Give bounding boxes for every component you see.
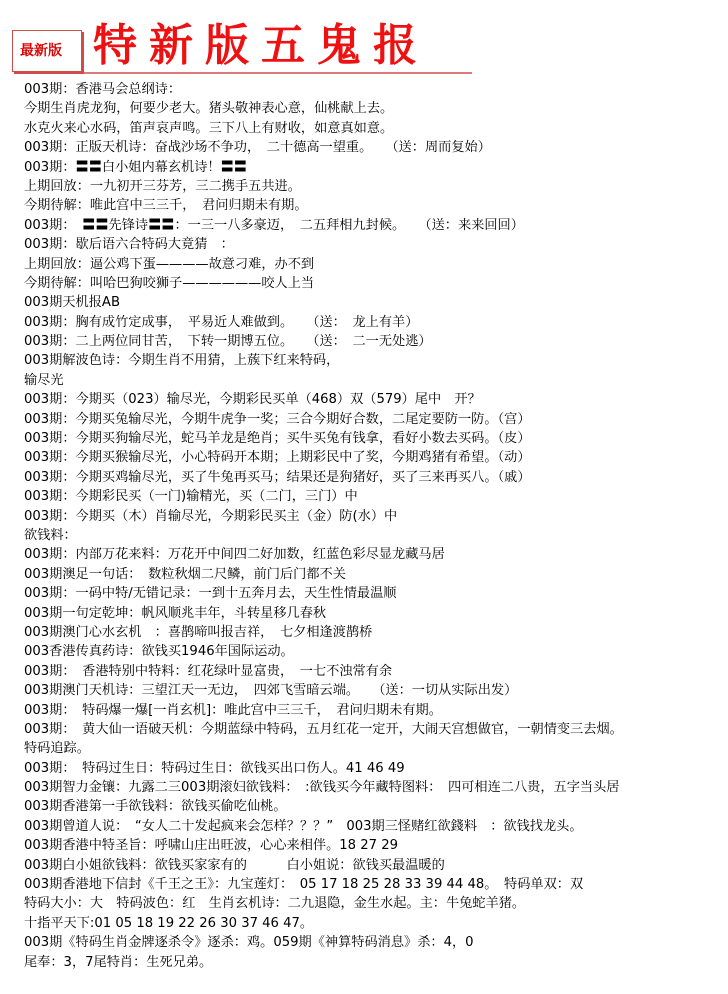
text-line: 今期待解：唯此宫中三三千， 君问归期未有期。 — [24, 198, 308, 214]
text-line: 003期《特码生肖金牌逐杀令》逐杀：鸡。059期《神算特码消息》杀：4，0 — [24, 935, 474, 951]
text-line: 003期：今期彩民买（一门)输精光，买（二门，三门）中 — [24, 489, 358, 505]
text-line: 003期一句定乾坤：帆风顺兆丰年，斗转星移几春秋 — [24, 605, 327, 621]
text-line: 特码大小：大 特码波色：红 生肖玄机诗：二九退隐，金生水起。主：牛兔蛇羊猪。 — [24, 896, 526, 912]
text-line: 003期：内部万花来料：万花开中间四二好加数，红蓝色彩尽显龙藏马居 — [24, 547, 445, 563]
text-line: 003期：一码中特/无错记录：一到十五奔月去，天生性情最温顺 — [24, 586, 397, 602]
text-line: 003期：香港马会总纲诗： — [24, 82, 182, 97]
text-line: 003期天机报AB — [24, 295, 120, 311]
edition-badge-label: 最新版 — [20, 43, 62, 59]
text-line: 003期曾道人说： “女人二十发起疯来会怎样？？？” 003期三怪赌红欲錢料 ：欲钱找龙头。 — [24, 818, 583, 834]
document-body — [24, 80, 724, 972]
text-line: 今期生肖虎龙狗，何要少老大。猪头敬神表心意，仙桃献上去。 — [24, 101, 394, 117]
text-line: 今期待解：叫哈巴狗咬狮子——————咬人上当 — [24, 275, 315, 291]
text-line: 003期：今期买（023）输尽光，今期彩民买单（468）双（579）尾中 开？ — [24, 392, 481, 408]
text-line: 003期香港中特圣旨：呼啸山庄出旺波，心心来相伴。18 27 29 — [24, 838, 399, 854]
text-line: 003期澳足一句话： 数粒秋烟二尺鳞，前门后门都不关 — [24, 566, 346, 582]
text-line: 上期回放：一九初开三芬芳，三二携手五共进。 — [24, 178, 301, 194]
text-line: 003期： 黄大仙一语破天机：今期蓝绿中特码，五月红花一定开，大闹天宫想做官，一朝情变三去烟。 — [24, 721, 623, 737]
text-line: 003期：今期买兔输尽光，今期牛虎争一奖；三合今期好合数，二尾定要防一防。（宫） — [24, 411, 531, 427]
text-line: 上期回放：逼公鸡下蛋————故意刁难，办不到 — [24, 256, 315, 272]
text-line: 003期：今期买狗输尽光，蛇马羊龙是绝肖；买牛买兔有钱拿，看好小数去买码。（皮） — [24, 431, 531, 447]
text-line: 输尽光 — [24, 372, 64, 388]
title-underline — [84, 72, 472, 74]
page-header — [0, 0, 728, 80]
text-line: 003期：今期买猴输尽光，小心特码开本期；上期彩民中了奖，今期鸡猪有希望。（动） — [24, 450, 531, 466]
text-line: 003期澳门天机诗：三望江天一无边， 四郊飞雪暗云端。 （送：一切从实际出发） — [24, 683, 518, 699]
text-line: 003香港传真药诗：欲钱买1946年国际运动。 — [24, 644, 294, 660]
text-line: 003期： 特码爆一爆[一肖玄机]：唯此宫中三三千， 君问归期未有期。 — [24, 702, 442, 718]
text-line: 003期香港第一手欲钱料：欲钱买偷吃仙桃。 — [24, 799, 287, 815]
text-line: 003期香港地下信封《千王之王》：九宝莲灯： 05 17 18 25 28 33 39 44 48。 特码单双：双 — [24, 877, 584, 893]
text-line: 十指平天下:01 05 18 19 22 26 30 37 46 47。 — [24, 915, 314, 931]
text-line: 003期：今期买（木）肖输尽光，今期彩民买主（金）防(水）中 — [24, 508, 398, 524]
text-line: 003期澳门心水玄机 ：喜鹊啼叫报吉祥， 七夕相逢渡鹊桥 — [24, 624, 373, 640]
text-line: 003期智力金镶：九露二三003期滚妇欲钱料： :欲钱买今年藏特图料： 四可相连二八贵，五字当头居 — [24, 780, 620, 796]
text-line: 003期：二上两位同甘苦， 下转一期博五位。 （送： 二一无处逃） — [24, 334, 432, 350]
text-line: 欲钱料： — [24, 527, 77, 543]
text-line: 003期： 特码过生日：特码过生日：欲钱买出口伤人。41 46 49 — [24, 760, 405, 776]
text-line: 003期： 〓〓先锋诗〓〓：一三一八多豪迈， 二五拜相九封候。 （送：来来回回） — [24, 217, 524, 233]
text-line: 003期白小姐欲钱料：欲钱买家家有的 白小姐说：欲钱买最温暖的 — [24, 857, 445, 873]
text-line: 003期：今期买鸡输尽光，买了牛兔再买马；结果还是狗猪好，买了三来再买八。（戚） — [24, 469, 531, 485]
text-line: 003期：〓〓白小姐内幕玄机诗！〓〓 — [24, 159, 247, 175]
text-line: 特码追踪。 — [24, 741, 90, 757]
page-title: 特新版五鬼报 — [93, 20, 429, 71]
text-line: 水克火来心水码，笛声哀声鸣。三下八上有财收，如意真如意。 — [24, 120, 394, 136]
text-line: 003期：胸有成竹定成事， 平易近人难做到。 （送： 龙上有羊） — [24, 314, 419, 330]
text-line: 003期解波色诗：今期生肖不用猜，上蔟下红来特码， — [24, 353, 340, 369]
text-line: 尾奉：3，7尾特肖：生死兄弟。 — [24, 954, 213, 970]
text-line: 003期： 香港特别中特料：红花绿叶显富贵， 一七不浊常有余 — [24, 663, 393, 679]
text-line: 003期：正版天机诗：奋战沙场不争功， 二十德高一望重。 （送：周而复始） — [24, 140, 491, 156]
text-line: 003期：歇后语六合特码大竟猜 ： — [24, 237, 234, 253]
